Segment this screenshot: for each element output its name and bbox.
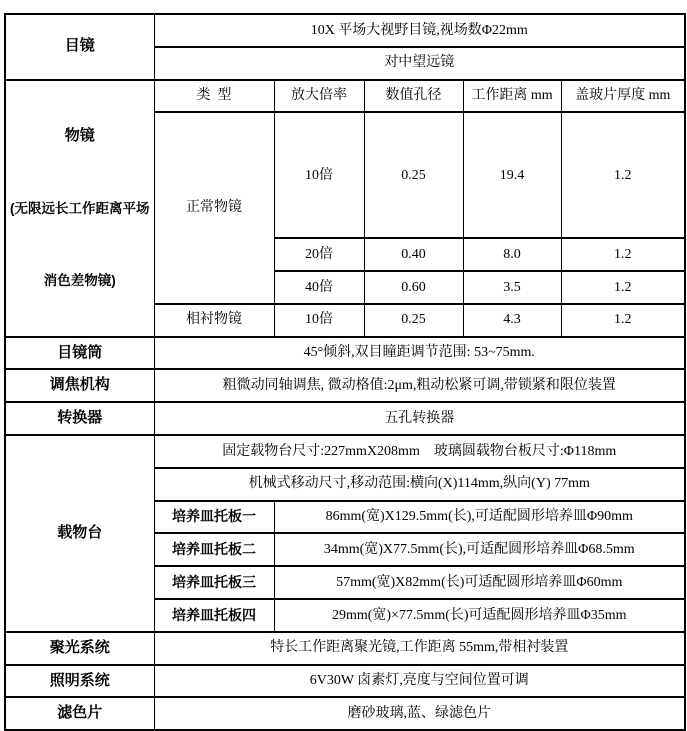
filter-value: 磨砂玻璃,蓝、绿滤色片 bbox=[154, 697, 685, 730]
table-row bbox=[5, 632, 685, 665]
cell-normal-40x-cg: 1.2 bbox=[561, 271, 685, 304]
nosepiece-label: 转换器 bbox=[5, 402, 154, 435]
holder-3-value: 57mm(宽)X82mm(长)可适配圆形培养皿Φ60mm bbox=[274, 566, 685, 599]
col-header-working-distance: 工作距离 mm bbox=[463, 80, 561, 113]
eyepiece-spec-2: 对中望远镜 bbox=[154, 47, 685, 80]
table-row bbox=[5, 435, 685, 468]
cell-normal-20x-mag: 20倍 bbox=[274, 238, 364, 271]
filter-label: 滤色片 bbox=[5, 697, 154, 730]
holder-1-value: 86mm(宽)X129.5mm(长),可适配圆形培养皿Φ90mm bbox=[274, 501, 685, 534]
col-header-type: 类 型 bbox=[154, 80, 274, 113]
col-header-na: 数值孔径 bbox=[364, 80, 463, 113]
cell-phase-10x-wd: 4.3 bbox=[463, 304, 561, 337]
holder-4-value: 29mm(宽)×77.5mm(长)可适配圆形培养皿Φ35mm bbox=[274, 599, 685, 632]
cell-normal-20x-na: 0.40 bbox=[364, 238, 463, 271]
col-header-cover-glass: 盖玻片厚度 mm bbox=[561, 80, 685, 113]
condenser-label: 聚光系统 bbox=[5, 632, 154, 665]
cell-phase-10x-na: 0.25 bbox=[364, 304, 463, 337]
objective-phase-label: 相衬物镜 bbox=[154, 304, 274, 337]
cell-normal-10x-na: 0.25 bbox=[364, 112, 463, 238]
cell-normal-20x-wd: 8.0 bbox=[463, 238, 561, 271]
cell-normal-40x-wd: 3.5 bbox=[463, 271, 561, 304]
microscope-spec-table bbox=[4, 13, 686, 731]
cell-normal-10x-mag: 10倍 bbox=[274, 112, 364, 238]
objective-label-line2: (无限远长工作距离平场 bbox=[10, 200, 150, 216]
objective-label bbox=[5, 80, 154, 337]
eyepiece-spec-1: 10X 平场大视野目镜,视场数Φ22mm bbox=[154, 14, 685, 47]
cell-normal-20x-cg: 1.2 bbox=[561, 238, 685, 271]
eyepiece-label: 目镜 bbox=[5, 14, 154, 80]
table-row bbox=[5, 337, 685, 370]
objective-label-line1: 物镜 bbox=[64, 127, 95, 145]
cell-normal-40x-na: 0.60 bbox=[364, 271, 463, 304]
nosepiece-value: 五孔转换器 bbox=[154, 402, 685, 435]
col-header-magnification: 放大倍率 bbox=[274, 80, 364, 113]
illumination-value: 6V30W 卤素灯,亮度与空间位置可调 bbox=[154, 665, 685, 698]
table-row bbox=[5, 697, 685, 730]
table-row bbox=[5, 14, 685, 47]
cell-normal-10x-cg: 1.2 bbox=[561, 112, 685, 238]
cell-phase-10x-cg: 1.2 bbox=[561, 304, 685, 337]
cell-normal-40x-mag: 40倍 bbox=[274, 271, 364, 304]
table-row bbox=[5, 402, 685, 435]
eyepiece-tube-label: 目镜筒 bbox=[5, 337, 154, 370]
cell-phase-10x-mag: 10倍 bbox=[274, 304, 364, 337]
holder-4-label: 培养皿托板四 bbox=[154, 599, 274, 632]
cell-normal-10x-wd: 19.4 bbox=[463, 112, 561, 238]
illumination-label: 照明系统 bbox=[5, 665, 154, 698]
objective-normal-label: 正常物镜 bbox=[154, 112, 274, 303]
stage-mechanical: 机械式移动尺寸,移动范围:横向(X)114mm,纵向(Y) 77mm bbox=[154, 468, 685, 501]
focusing-label: 调焦机构 bbox=[5, 369, 154, 402]
holder-1-label: 培养皿托板一 bbox=[154, 501, 274, 534]
condenser-value: 特长工作距离聚光镜,工作距离 55mm,带相衬装置 bbox=[154, 632, 685, 665]
table-row bbox=[5, 80, 685, 113]
table-row bbox=[5, 665, 685, 698]
eyepiece-tube-value: 45°倾斜,双目瞳距调节范围: 53~75mm. bbox=[154, 337, 685, 370]
table-row bbox=[5, 369, 685, 402]
holder-2-value: 34mm(宽)X77.5mm(长),可适配圆形培养皿Φ68.5mm bbox=[274, 533, 685, 566]
stage-fixed-size: 固定载物台尺寸:227mmX208mm 玻璃圆载物台板尺寸:Φ118mm bbox=[154, 435, 685, 468]
stage-label: 载物台 bbox=[5, 435, 154, 632]
focusing-value: 粗微动同轴调焦, 微动格值:2μm,粗动松紧可调,带锁紧和限位装置 bbox=[154, 369, 685, 402]
holder-2-label: 培养皿托板二 bbox=[154, 533, 274, 566]
holder-3-label: 培养皿托板三 bbox=[154, 566, 274, 599]
objective-label-line3: 消色差物镜) bbox=[43, 273, 116, 289]
